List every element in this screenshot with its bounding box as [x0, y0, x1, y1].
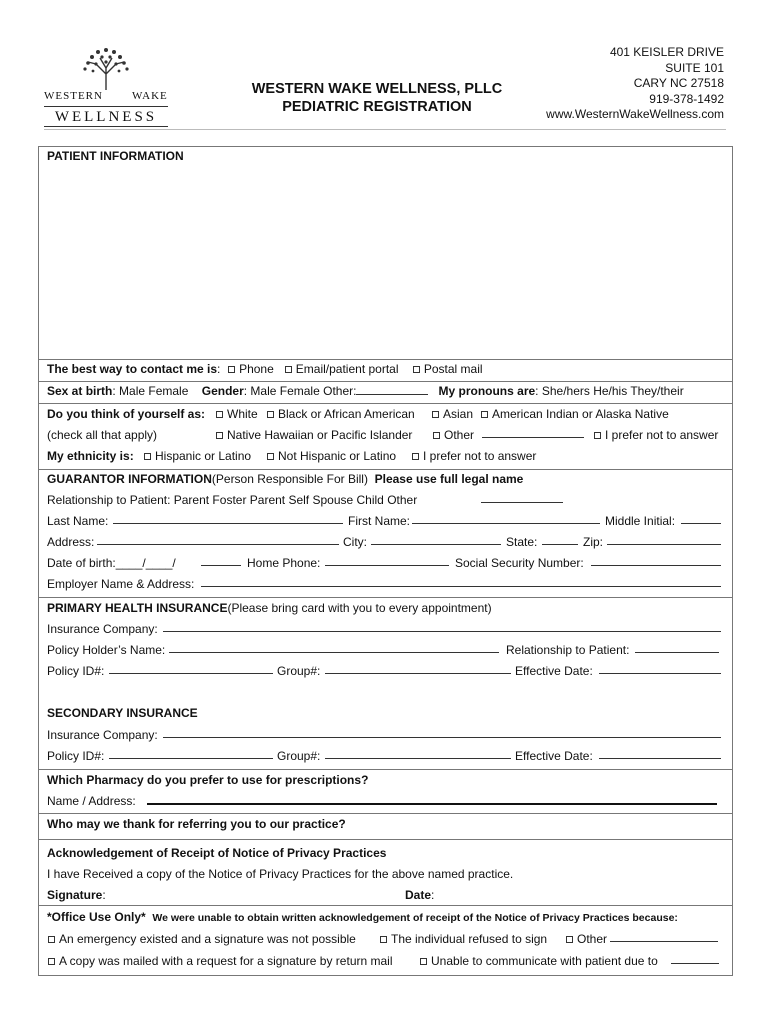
- practice-address: [546, 45, 724, 123]
- contact-label: The best way to contact me is: [47, 362, 218, 376]
- privacy-statement: I have Received a copy of the Notice of Privacy Practices for the above named practice.: [47, 867, 514, 881]
- website-link[interactable]: www.WesternWakeWellness.com: [546, 107, 724, 122]
- guarantor-zip-field[interactable]: [607, 535, 721, 545]
- race-asian-option[interactable]: [431, 407, 473, 421]
- mailed-option[interactable]: [47, 954, 393, 968]
- primary-company-field[interactable]: [163, 622, 721, 632]
- privacy-section: [39, 839, 732, 905]
- primary-heading: [47, 601, 492, 615]
- sex-gender-row: [39, 381, 732, 403]
- guarantor-dob-label: Date of birth:____/____/: [47, 556, 176, 570]
- checkbox-icon[interactable]: [216, 411, 223, 418]
- checkbox-icon[interactable]: [412, 453, 419, 460]
- secondary-policy-field[interactable]: [109, 749, 273, 759]
- employer-field[interactable]: [201, 577, 721, 587]
- guarantor-city-label: City:: [343, 535, 367, 549]
- secondary-effective-field[interactable]: [599, 749, 721, 759]
- native-label: American Indian or Alaska Native: [492, 407, 669, 421]
- ethnicity-prefer-not-label: I prefer not to answer: [423, 449, 537, 463]
- phone-label: Phone: [239, 362, 274, 376]
- ethnicity-prefer-not-option[interactable]: [411, 449, 536, 463]
- pharmacy-name-label: Name / Address:: [47, 794, 136, 808]
- checkbox-icon[interactable]: [144, 453, 151, 460]
- referral-question[interactable]: Who may we thank for referring you to our practice?: [47, 817, 346, 831]
- checkbox-icon[interactable]: [566, 936, 573, 943]
- race-black-option[interactable]: [266, 407, 415, 421]
- white-label: White: [227, 407, 258, 421]
- black-label: Black or African American: [278, 407, 415, 421]
- secondary-policy-label: Policy ID#:: [47, 749, 105, 763]
- ethnicity-hispanic-option[interactable]: [143, 449, 251, 463]
- pharmacy-name-field[interactable]: [147, 794, 717, 805]
- referral-section: [39, 813, 732, 839]
- guarantor-home-phone-label: Home Phone:: [247, 556, 321, 570]
- patient-heading-row: [39, 149, 732, 163]
- not-hispanic-label: Not Hispanic or Latino: [278, 449, 397, 463]
- logo-wake-text: WAKE: [132, 90, 168, 102]
- refused-option[interactable]: [379, 932, 547, 946]
- guarantor-city-field[interactable]: [371, 535, 501, 545]
- gender-options[interactable]: : Male Female Other:: [243, 384, 357, 398]
- section-heading: GUARANTOR INFORMATION: [47, 472, 212, 486]
- race-hawaiian-option[interactable]: [215, 428, 412, 442]
- checkbox-icon[interactable]: [433, 432, 440, 439]
- race-white-option[interactable]: [215, 407, 258, 421]
- privacy-heading: Acknowledgement of Receipt of Notice of Privacy Practices: [47, 846, 387, 860]
- checkbox-icon[interactable]: [380, 936, 387, 943]
- primary-effective-field[interactable]: [599, 664, 721, 674]
- checkbox-icon[interactable]: [481, 411, 488, 418]
- guarantor-ssn-field[interactable]: [591, 556, 721, 566]
- privacy-date-field[interactable]: Date:: [405, 888, 435, 902]
- guarantor-state-label: State:: [506, 535, 538, 549]
- race-other-option[interactable]: [432, 428, 474, 442]
- primary-policy-label: Policy ID#:: [47, 664, 105, 678]
- office-other-field[interactable]: [610, 932, 718, 942]
- secondary-heading: SECONDARY INSURANCE: [47, 706, 198, 720]
- gender-label: Gender: [201, 384, 244, 398]
- last-name-field[interactable]: [113, 514, 343, 524]
- signature-field[interactable]: Signature:: [47, 888, 106, 902]
- primary-effective-label: Effective Date:: [515, 664, 593, 678]
- first-name-field[interactable]: [412, 514, 600, 524]
- race-prefer-not-option[interactable]: [593, 428, 718, 442]
- mailed-label: A copy was mailed with a request for a signature by return mail: [59, 954, 393, 968]
- pharmacy-question: Which Pharmacy do you prefer to use for prescriptions?: [47, 773, 369, 787]
- email-label: Email/patient portal: [295, 362, 399, 376]
- guarantor-ssn-label: Social Security Number:: [455, 556, 584, 570]
- office-other-label: Other: [577, 932, 608, 946]
- primary-company-label: Insurance Company:: [47, 622, 158, 636]
- practice-name: WESTERN WAKE WELLNESS, PLLC: [251, 81, 503, 97]
- pharmacy-section: [39, 769, 732, 813]
- form-title: [212, 80, 542, 116]
- guarantor-dob-field[interactable]: [201, 556, 241, 566]
- checkbox-icon[interactable]: [267, 453, 274, 460]
- postal-label: Postal mail: [423, 362, 483, 376]
- middle-initial-label: Middle Initial:: [605, 514, 676, 528]
- office-other-option[interactable]: [565, 932, 607, 946]
- refused-label: The individual refused to sign: [391, 932, 548, 946]
- header-divider: [44, 129, 726, 130]
- office-use-note: We were unable to obtain written acknowledgement of receipt of the Notice of Privacy Practices because:: [152, 912, 678, 924]
- primary-note: (Please bring card with you to every appointment): [227, 601, 492, 615]
- holder-relationship-field[interactable]: [635, 643, 719, 653]
- relationship-other-field[interactable]: [481, 493, 563, 503]
- emergency-option[interactable]: [47, 932, 356, 946]
- unable-reason-field[interactable]: [671, 954, 719, 964]
- checkbox-icon[interactable]: [228, 366, 235, 373]
- address-line: CARY NC 27518: [633, 76, 724, 91]
- hispanic-label: Hispanic or Latino: [155, 449, 252, 463]
- office-use-heading: [47, 910, 678, 924]
- date-label: Date: [405, 888, 432, 902]
- prefer-not-label: I prefer not to answer: [605, 428, 719, 442]
- logo-western-text: WESTERN: [44, 90, 103, 102]
- address-line: SUITE 101: [665, 60, 724, 75]
- registration-form: [38, 146, 733, 976]
- race-subtitle: (check all that apply): [47, 428, 158, 442]
- unable-option[interactable]: [419, 954, 658, 968]
- hawaiian-label: Native Hawaiian or Pacific Islander: [227, 428, 413, 442]
- unable-label: Unable to communicate with patient due to: [431, 954, 658, 968]
- section-heading: PATIENT INFORMATION: [47, 149, 184, 163]
- race-native-option[interactable]: [480, 407, 669, 421]
- checkbox-icon[interactable]: [285, 366, 292, 373]
- guarantor-address-field[interactable]: [97, 535, 339, 545]
- contact-row: The best way to contact me is: Phone Email/patient portal Postal mail: [39, 359, 732, 381]
- sex-options[interactable]: : Male Female: [112, 384, 189, 398]
- sex-label: Sex at birth: [47, 384, 113, 398]
- primary-policy-field[interactable]: [109, 664, 273, 674]
- checkbox-icon[interactable]: [48, 958, 55, 965]
- checkbox-icon[interactable]: [432, 411, 439, 418]
- guarantor-home-phone-field[interactable]: [325, 556, 449, 566]
- checkbox-icon[interactable]: [594, 432, 601, 439]
- checkbox-icon[interactable]: [413, 366, 420, 373]
- checkbox-icon[interactable]: [420, 958, 427, 965]
- asian-label: Asian: [443, 407, 474, 421]
- ethnicity-label: My ethnicity is:: [47, 449, 134, 463]
- signature-label: Signature: [47, 888, 103, 902]
- practice-logo: [44, 44, 172, 128]
- address-line: 401 KEISLER DRIVE: [609, 45, 724, 59]
- guarantor-state-field[interactable]: [542, 535, 578, 545]
- checkbox-icon[interactable]: [216, 432, 223, 439]
- race-ethnicity-block: [39, 403, 732, 469]
- contact-postal-option[interactable]: [412, 362, 483, 376]
- guarantor-note: (Person Responsible For Bill): [211, 472, 368, 486]
- secondary-effective-label: Effective Date:: [515, 749, 593, 763]
- section-heading: PRIMARY HEALTH INSURANCE: [47, 601, 228, 615]
- race-other-label: Other: [444, 428, 475, 442]
- form-name: PEDIATRIC REGISTRATION: [282, 99, 472, 115]
- relationship-label[interactable]: Relationship to Patient: Parent Foster Parent Self Spouse Child Other: [47, 493, 418, 507]
- secondary-company-field[interactable]: [163, 728, 721, 738]
- office-use-section: [39, 905, 732, 975]
- secondary-group-label: Group#:: [277, 749, 321, 763]
- middle-initial-field[interactable]: [681, 514, 721, 524]
- guarantor-zip-label: Zip:: [583, 535, 604, 549]
- letterhead: [0, 0, 770, 140]
- insurance-section: [39, 597, 732, 769]
- ethnicity-not-hispanic-option[interactable]: [266, 449, 396, 463]
- race-other-field[interactable]: [482, 428, 584, 438]
- secondary-group-field[interactable]: [325, 749, 511, 759]
- phone-number: 919-378-1492: [649, 91, 724, 106]
- office-use-label: *Office Use Only*: [47, 910, 146, 924]
- guarantor-address-label: Address:: [47, 535, 95, 549]
- secondary-company-label: Insurance Company:: [47, 728, 158, 742]
- policy-holder-field[interactable]: [169, 643, 499, 653]
- primary-group-label: Group#:: [277, 664, 321, 678]
- logo-wellness-text: WELLNESS: [44, 106, 168, 127]
- contact-email-option[interactable]: [284, 362, 399, 376]
- tree-icon: [76, 44, 136, 90]
- gender-other-field[interactable]: [356, 385, 428, 395]
- checkbox-icon[interactable]: [48, 936, 55, 943]
- checkbox-icon[interactable]: [267, 411, 274, 418]
- policy-holder-label: Policy Holder’s Name:: [47, 643, 166, 657]
- primary-group-field[interactable]: [325, 664, 511, 674]
- pronouns-label: My pronouns are: [438, 384, 536, 398]
- employer-label: Employer Name & Address:: [47, 577, 195, 591]
- first-name-label: First Name:: [348, 514, 411, 528]
- guarantor-section: [39, 469, 732, 597]
- emergency-label: An emergency existed and a signature was not possible: [59, 932, 356, 946]
- last-name-label: Last Name:: [47, 514, 109, 528]
- holder-relationship-label: Relationship to Patient:: [506, 643, 630, 657]
- guarantor-heading: [47, 472, 523, 486]
- race-label: Do you think of yourself as:: [47, 407, 206, 421]
- guarantor-instruction: Please use full legal name: [374, 472, 524, 486]
- pronouns-options[interactable]: : She/hers He/his They/their: [535, 384, 684, 398]
- contact-phone-option[interactable]: [227, 362, 274, 376]
